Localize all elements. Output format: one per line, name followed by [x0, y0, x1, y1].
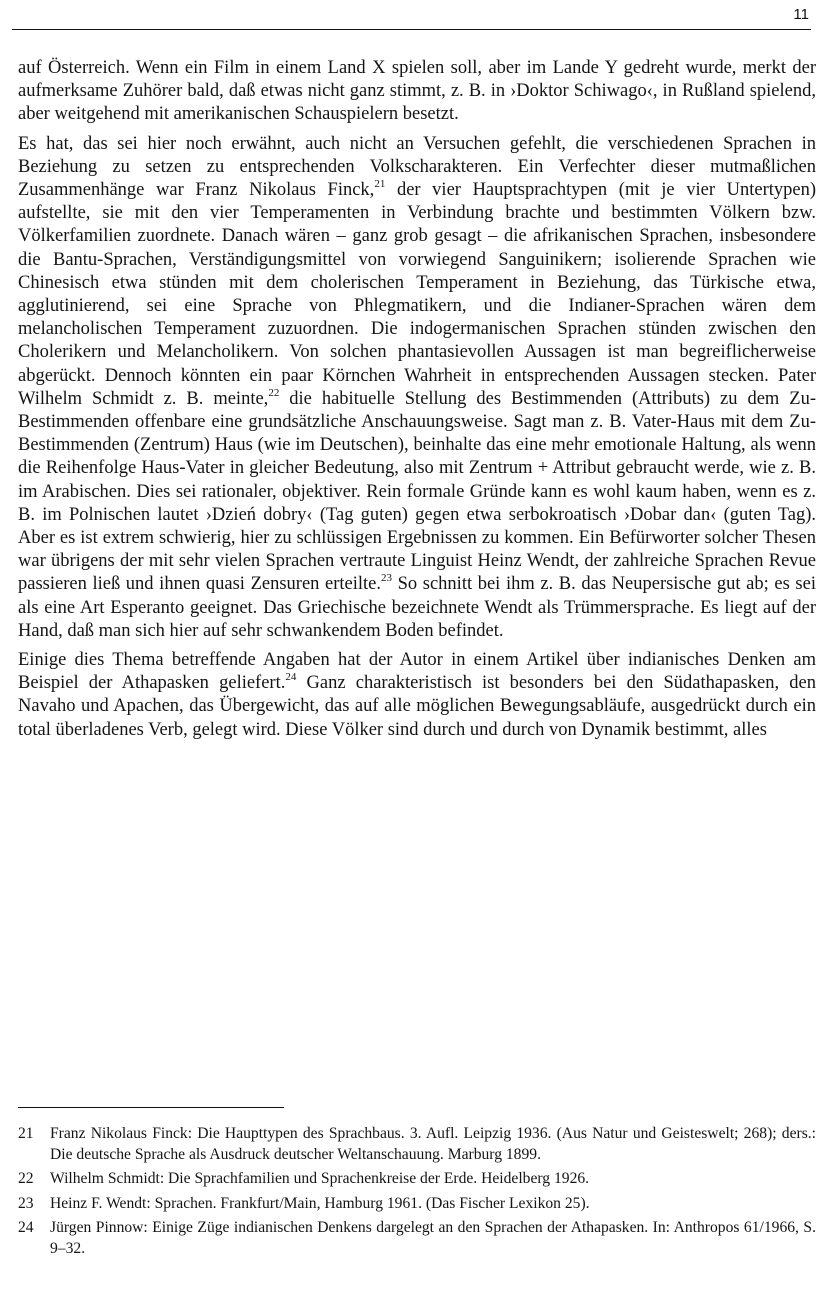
paragraph-3-text-a: Einige dies Thema betreffende Angaben hat der Autor in einem Artikel über indianisches Denken am Beispiel der Athapasken geliefert. [18, 650, 816, 694]
paragraph-2-text-b: der vier Hauptsprachtypen (mit je vier Untertypen) aufstellte, sie mit den vier Temperamenten in Verbindung brachte und bestimmten Völkern bzw. Völkerfamilien zuordnete. Danach wären – ganz grob gesagt – die afrikanischen Sprachen, insbesondere die Bantu-Sprachen, Verständigungsmittel von vorwiegend Sanguinikern; isolierende Sprachen wie Chinesisch etwa stünden mit dem cholerischen Temperament in Beziehung, das Türkische etwa, agglutinierend, sei eine Sprache von Phlegmatikern, und die Indianer-Sprachen wären dem melancholischen Temperament zuzuordnen. Die indogermanischen Sprachen stünden zwischen den Cholerikern und Melancholikern. Von solchen phantasievollen Aussagen ist man begreiflicherweise abgerückt. Dennoch könnten ein paar Körnchen Wahrheit in entsprechenden Aussagen stecken. Pater Wilhelm Schmidt z. B. meinte, [18, 180, 817, 409]
footnote-ref-21: 21 [374, 178, 386, 191]
paragraph-2-text-d: So schnitt bei ihm z. B. das Neupersische gut ab; es sei als eine Art Esperanto geeignet. Das Griechische bezeichnete Wendt als Trümmersprache. Es liegt auf der Hand, daß man sich hier auf sehr schwankendem Boden befindet. [18, 574, 816, 641]
footnote-ref-23: 23 [381, 572, 392, 585]
paragraph-1 [18, 57, 816, 127]
footnote-text: Franz Nikolaus Finck: Die Haupttypen des Sprachbaus. 3. Aufl. Leipzig 1936. (Aus Natur und Geisteswelt; 268); ders.: Die deutsche Sprache als Ausdruck deutscher Weltanschauung. Marburg 1899. [50, 1125, 816, 1163]
footnote-21 [18, 1124, 816, 1165]
footnotes [18, 1124, 816, 1263]
footnote-23 [18, 1194, 816, 1215]
footnote-number: 22 [18, 1170, 34, 1187]
footnote-text: Wilhelm Schmidt: Die Sprachfamilien und Sprachenkreise der Erde. Heidelberg 1926. [50, 1170, 590, 1187]
footnote-ref-22: 22 [268, 386, 280, 399]
footnote-number: 23 [18, 1194, 34, 1212]
footnote-number: 24 [18, 1219, 34, 1236]
body-text [18, 57, 816, 748]
paragraph-1-text: auf Österreich. Wenn ein Film in einem Land X spielen soll, aber im Lande Y gedreht wurde, merkt der aufmerksame Zuhörer bald, daß etwas nicht ganz stimmt, z. B. in ›Doktor Schiwago‹, in Rußland spielend, aber weitgehend mit amerikanischen Schauspielern besetzt. [18, 58, 816, 125]
paragraph-3-text-b: Ganz charakteristisch ist besonders bei den Südathapasken, den Navaho und Apachen, das Übergewicht, das auf alle möglichen Bewegungsabläufe, ausgedrückt durch ein total überladenes Verb, gelegt wird. Diese Völker sind durch und durch von Dynamik bestimmt, alles [18, 673, 816, 740]
footnote-number: 21 [18, 1125, 34, 1142]
footnote-24 [18, 1218, 816, 1259]
footnote-ref-24: 24 [285, 671, 297, 684]
footnote-22 [18, 1169, 816, 1190]
paragraph-2 [18, 133, 816, 643]
footnote-separator [18, 1107, 284, 1108]
page-number: 11 [793, 6, 809, 23]
footnote-text: Jürgen Pinnow: Einige Züge indianischen Denkens dargelegt an den Sprachen der Athapasken. In: Anthropos 61/1966, S. 9–32. [50, 1219, 816, 1257]
paragraph-3 [18, 649, 816, 742]
paragraph-2-text-c: die habituelle Stellung des Bestimmenden (Attributs) zu dem Zu-Bestimmenden offenbare eine grundsätzliche Anschauungsweise. Sagt man z. B. Vater-Haus mit dem Zu-Bestimmenden (Zentrum) Haus (wie im Deutschen), beinhalte das eine mehr emotionale Haltung, als wenn die Reihenfolge Haus-Vater in gleicher Bedeutung, also mit Zentrum + Attribut gebraucht werde, wie z. B. im Arabischen. Dies sei rationaler, objektiver. Rein formale Gründe kann es wohl kaum haben, wenn es z. B. im Polnischen lautet ›Dzień dobry‹ (Tag guten) gegen etwa serbokroatisch ›Dobar dan‹ (guten Tag). Aber es ist extrem schwierig, hier zu schlüssigen Ergebnissen zu kommen. Ein Befürworter solcher Thesen war übrigens der mit sehr vielen Sprachen vertraute Linguist Heinz Wendt, der zahlreiche Sprachen Revue passieren ließ und ihnen quasi Zensuren erteilte. [18, 388, 817, 595]
paragraph-2-text-a: Es hat, das sei hier noch erwähnt, auch nicht an Versuchen gefehlt, die verschiedenen Sprachen in Beziehung zu setzen zu entsprechenden Volkscharakteren. Ein Verfechter dieser mutmaßlichen Zusammenhänge war Franz Nikolaus Finck, [18, 133, 816, 201]
footnote-text: Heinz F. Wendt: Sprachen. Frankfurt/Main, Hamburg 1961. (Das Fischer Lexikon 25). [50, 1194, 590, 1212]
header-rule [12, 29, 811, 30]
